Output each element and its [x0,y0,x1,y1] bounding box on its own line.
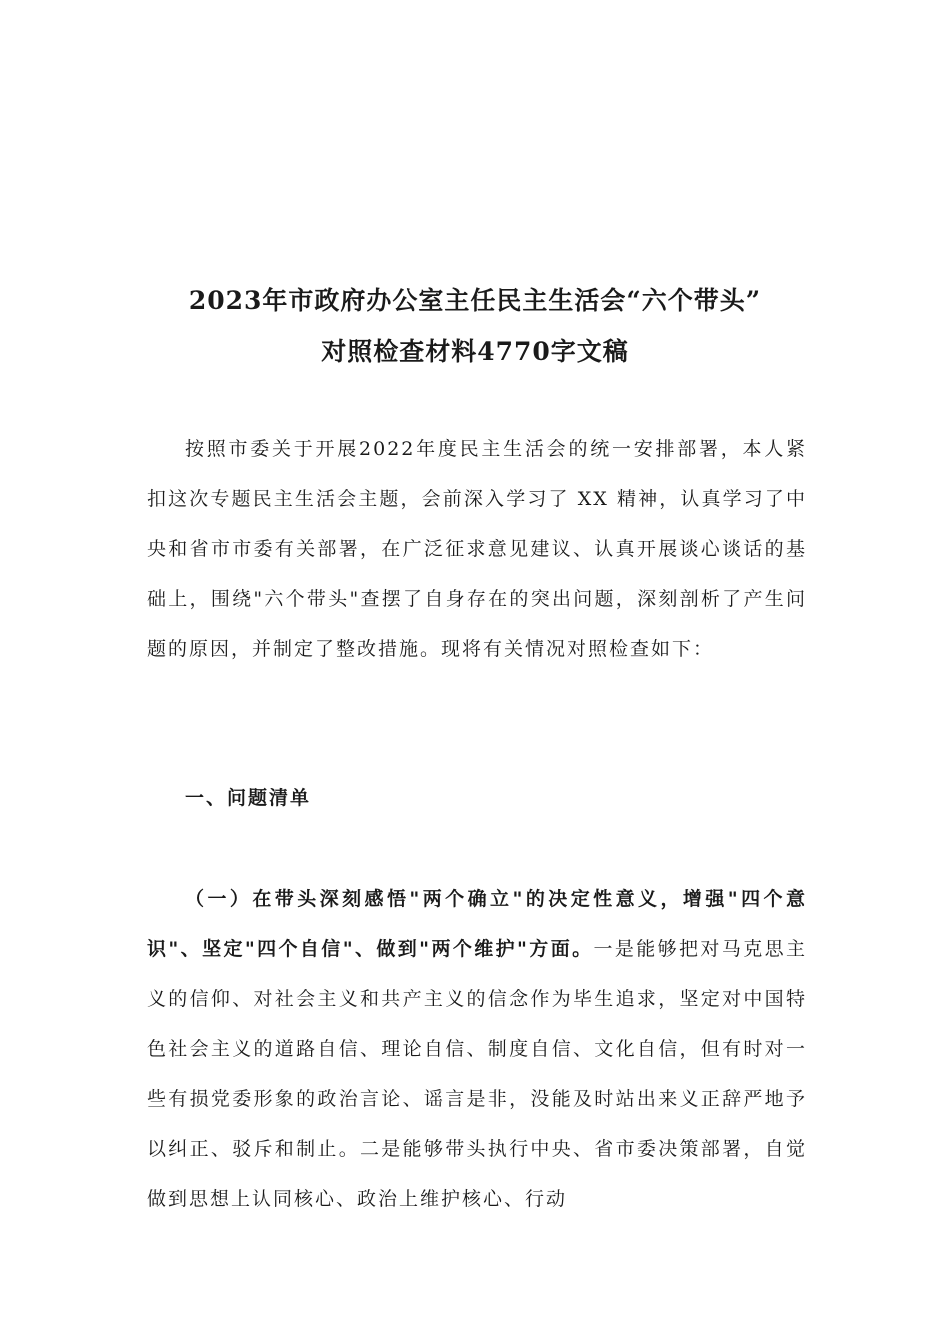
document-title-line-1: 2023年市政府办公室主任民主生活会“六个带头” [188,286,762,315]
section-1-body: 一是能够把对马克思主义的信仰、对社会主义和共产主义的信念作为毕生追求，坚定对中国特色社会主义的道路自信、理论自信、制度自信、文化自信，但有时对一些有损党委形象的政治言论、谣言是非，没能及时站出来义正辞严地予以纠正、驳斥和制止。二是能够带头执行中央、省市委决策部署，自觉做到思想上认同核心、政治上维护核心、行动 [147,938,807,1210]
section-heading-problem-list: 一、问题清单 [185,787,312,809]
section-1-lead: （一）在带头深刻感悟"两个确立"的决定性意义，增强"四个意识"、坚定"四个自信"、做到"两个维护"方面。 [147,888,807,960]
document-title-line-2: 对照检查材料4770字文稿 [321,337,629,366]
intro-paragraph: 按照市委关于开展2022年度民主生活会的统一安排部署，本人紧扣这次专题民主生活会主题，会前深入学习了 XX 精神，认真学习了中央和省市市委有关部署，在广泛征求意见建议、认真开展谈心谈话的基础上，围绕"六个带头"查摆了自身存在的突出问题，深刻剖析了产生问题的原因，并制定了整改措施。现将有关情况对照检查如下： [147,438,807,660]
section-1-paragraph [147,874,807,1224]
